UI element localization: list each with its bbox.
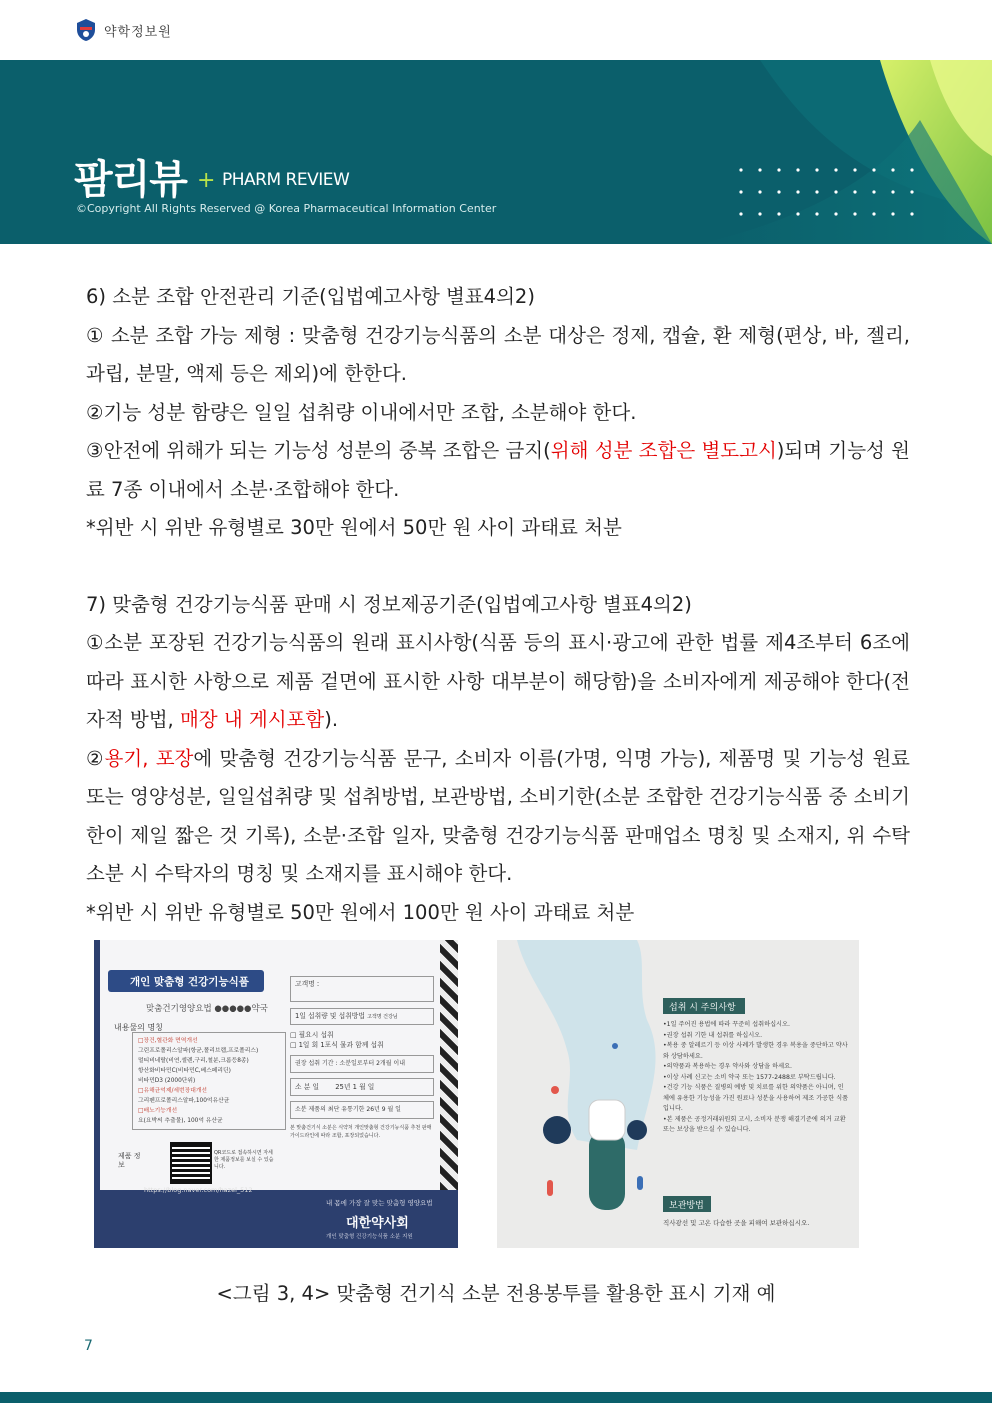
blog-url: https://blog.naver.com/hazel_512 <box>144 1186 253 1194</box>
figure-label-photo <box>94 940 458 1248</box>
label-contents: 내용물의 명칭 <box>114 1023 163 1032</box>
figure-caption: <그림 3, 4> 맞춤형 건기식 소분 전용봉투를 활용한 표시 기재 예 <box>216 1282 776 1305</box>
expiry-label: 소분 제품의 최단 유통기한 <box>295 1106 365 1113</box>
label-right-panel <box>290 976 434 1140</box>
slogan: 내 몸에 가장 잘 맞는 맞춤형 영양요법 <box>326 1199 433 1207</box>
label-header: 개인 맞춤형 건강기능식품 <box>130 976 249 988</box>
section-gap <box>86 548 910 586</box>
page-number: 7 <box>84 1338 93 1354</box>
section6-heading: 6) 소분 조합 안전관리 기준(입법예고사항 별표4의2) <box>86 285 535 308</box>
footer-note: 본 맞춤건기식 소분은 식약처 개인맞춤형 건강기능식품 추천 판매 가이드라인에 따라 조합, 포장되었습니다. <box>290 1125 432 1139</box>
expiry-box <box>290 1101 434 1119</box>
section7-heading: 7) 맞춤형 건강기능식품 판매 시 정보제공기준(입법예고사항 별표4의2) <box>86 592 692 616</box>
org-logo <box>76 18 172 42</box>
banner-subtitle: PHARM REVIEW <box>222 170 350 190</box>
kpic-shield-icon <box>76 18 96 42</box>
top-bar <box>0 0 992 60</box>
ingredient-line: □배노기능개선 <box>138 1108 178 1114</box>
qr-code-icon <box>170 1142 212 1184</box>
check-option-2: □ 1일 회 1포식 물과 함께 섭취 <box>290 1041 384 1049</box>
capsule-illustration <box>497 940 657 1248</box>
section6-item2: ②기능 성분 함량은 일일 섭취량 이내에서만 조합, 소분해야 한다. <box>86 400 637 424</box>
caution-item: •복용 중 알레르기 등 이상 사례가 발생한 경우 복용을 중단하고 약사와 상담하세요. <box>663 1042 848 1060</box>
customer-label: 고객명 : <box>295 980 320 988</box>
banner-copyright: ©Copyright All Rights Reserved @ Korea Pharmaceutical Information Center <box>76 202 497 215</box>
caution-item: •권장 섭취 기한 내 섭취를 하십시오. <box>663 1031 763 1039</box>
ingredient-line: 그리펜프로폴리스알파,100억유산균 <box>138 1098 230 1104</box>
section6-item1: ① 소분 조합 가능 제형 : 맞춤형 건강기능식품의 소분 대상은 정제, 캡슐, 환 제형(편상, 바, 젤리, 과립, 분말, 액제 등은 제외)에 한한다. <box>86 323 910 385</box>
caution-item: •본 제품은 공정거래위원회 고시, 소비자 분쟁 해결기준에 의거 교환 또는 보상을 받으실 수 있습니다. <box>663 1115 846 1133</box>
ingredient-line: □유해균억제/세번장대개선 <box>138 1088 208 1094</box>
caution-list <box>663 1020 849 1136</box>
association-name: 대한약사회 <box>346 1216 409 1231</box>
section6-note: *위반 시 위반 유형별로 30만 원에서 50만 원 사이 과태료 처분 <box>86 516 622 539</box>
intake-note: 고객명 건강님 <box>367 1014 398 1020</box>
section7-item2-prefix: ② <box>86 746 105 770</box>
banner-plus: + <box>197 168 216 193</box>
period-box: 권장 섭취 기간 : 소분일로부터 2개월 이내 <box>290 1055 434 1073</box>
check-option-1: □ 필요시 섭취 <box>290 1031 334 1039</box>
expiry-value: 26년 9 월 일 <box>366 1106 401 1113</box>
section7-item1-text-a: ①소분 포장된 건강기능식품의 원래 표시사항(식품 등의 표시·광고에 관한 법률 제4조부터 6조에 따라 표시한 사항으로 제품 겉면에 표시한 사항 대부분이 해당함)을 소비자에게 제공해야 한다(전자적 방법, <box>86 631 910 731</box>
caution-item: •이상 사례 신고는 소비 약국 또는 1577-2488로 부탁드립니다. <box>663 1073 836 1081</box>
section7-item2-text: 에 맞춤형 건강기능식품 문구, 소비자 이름(가명, 익명 가능), 제품명 및 기능성 원료 또는 영양성분, 일일섭취량 및 섭취방법, 보관방법, 소비기한(소분 조합한 건강기능식품 중 소비기한이 제일 짧은 것 기록), 소분·조합 일자, 맞춤형 건강기능식품 판매업소 명칭 및 소재지, 위 수탁 소분 시 수탁자의 명칭 및 소재지를 표시해야 한다. <box>86 746 911 885</box>
caution-item: •의약품과 복용하는 경우 약사와 상담을 하세요. <box>663 1063 793 1070</box>
section6-item3-highlight: 위해 성분 조합은 별도고시 <box>550 439 777 462</box>
ingredient-line: 그린프로폴리스알파(항균,폴리브랩,프로폴리스) <box>138 1048 259 1054</box>
storage-title: 보관방법 <box>669 1201 704 1211</box>
caution-item: •건강 기능 식품은 질병의 예방 및 치료를 위한 의약품은 아니며, 인체에 유용한 기능성을 가진 원료나 성분을 사용하여 제조 가공한 식품입니다. <box>663 1084 849 1112</box>
banner-title: 팜리뷰 <box>74 157 187 203</box>
ingredient-line: 비타민D3 (2000단위) <box>138 1078 196 1084</box>
qr-text: QR코드로 접속하시면 자세한 제품정보를 보실 수 있습니다. <box>214 1150 274 1170</box>
caution-item: •1일 주어진 용법에 따라 꾸준히 섭취하십시오. <box>663 1021 790 1028</box>
section6-item3-text-a: ③안전에 위해가 되는 기능성 성분의 중복 조합은 금지( <box>86 439 551 462</box>
section7-item1-highlight: 매장 내 게시포함 <box>179 708 325 731</box>
header-banner <box>0 60 992 244</box>
body-text <box>86 278 910 932</box>
ingredient-line: 항산화비타민C(비타민C,베스페리딘) <box>138 1068 231 1074</box>
org-name: 약학정보원 <box>104 24 172 40</box>
bottom-bar <box>0 1392 992 1403</box>
ingredient-line: 요(요박씨 추출물), 100억 유산균 <box>138 1118 223 1124</box>
figure-caution-photo <box>497 940 859 1248</box>
intake-label: 1일 섭취량 및 섭취방법 <box>295 1012 365 1020</box>
storage-text: 직사광선 및 고온 다습한 곳을 피해여 보관하십시오. <box>663 1219 810 1227</box>
customer-box <box>290 976 434 1002</box>
label-ingredient-list <box>138 1036 284 1126</box>
caution-title: 섭취 시 주의사항 <box>669 1003 736 1013</box>
section6-item3 <box>86 432 910 509</box>
ingredient-line: 멀티비네랄(비연,셀렌,구리,철분,크롬등8종) <box>138 1058 249 1064</box>
section7-item2-highlight: 용기, 포장 <box>104 746 194 770</box>
section7-note: *위반 시 위반 유형별로 50만 원에서 100만 원 사이 과태료 처분 <box>86 900 635 924</box>
date-box <box>290 1078 434 1096</box>
product-info-label: 제품 정보 <box>118 1152 141 1169</box>
section7-item1-text-b: ). <box>324 708 339 731</box>
label-pharmacy: 맞춤건기영양요법 ●●●●●약국 <box>146 1004 268 1014</box>
section7-item1 <box>86 624 910 740</box>
section7-item2 <box>86 740 910 894</box>
section6-item3-text-b: )되며 기능성 원료 7종 이내에서 소분·조합해야 한다. <box>86 439 910 501</box>
label-checker-edge <box>440 940 458 1190</box>
association-sub: 개인 맞춤형 건강기능식품 소분 지원 <box>326 1234 413 1240</box>
ingredient-line: □장건,혈관화 면역개선 <box>138 1038 198 1044</box>
date-value: 25년 1 월 일 <box>335 1083 375 1091</box>
intake-box <box>290 1008 434 1025</box>
date-label: 소 분 일 <box>295 1083 320 1091</box>
